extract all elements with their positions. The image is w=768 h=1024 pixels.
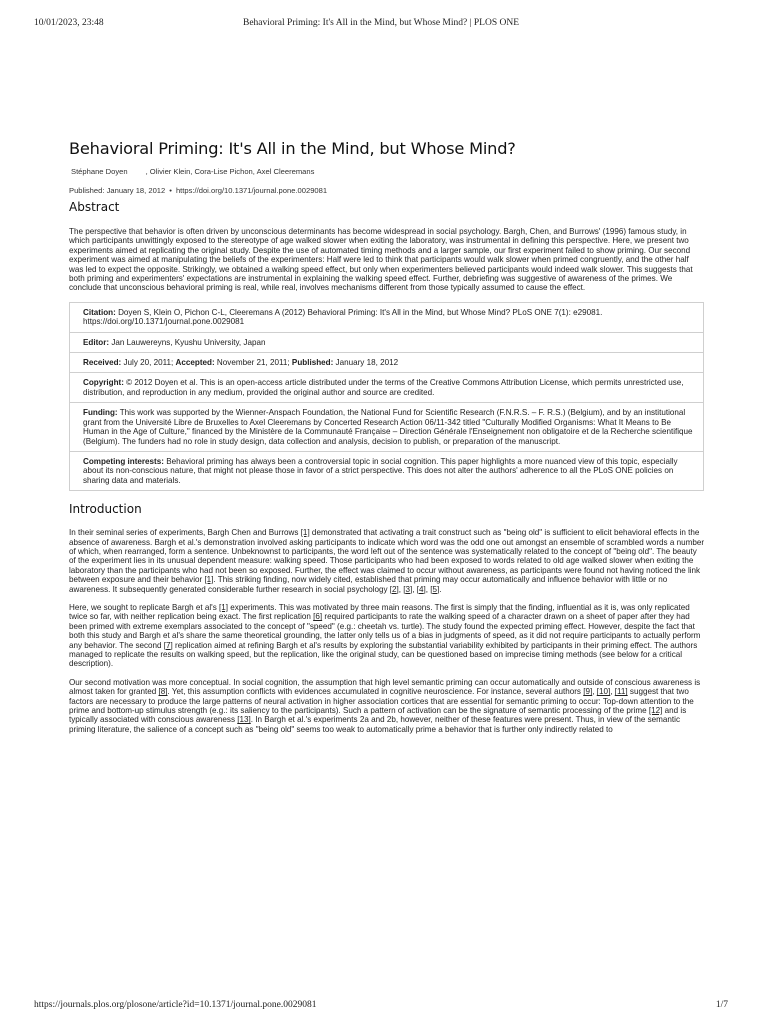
print-url: https://journals.plos.org/plosone/article?id=10.1371/journal.pone.0029081 (34, 1000, 317, 1010)
text-span: , (398, 584, 404, 594)
print-page-number: 1/7 (715, 1000, 728, 1010)
competing-label: Competing interests: (83, 456, 164, 466)
article-title: Behavioral Priming: It's All in the Mind, but Whose Mind? (69, 139, 516, 158)
editor-row (70, 332, 703, 352)
copyright-label: Copyright: (83, 378, 124, 388)
accepted-label: Accepted: (175, 358, 215, 368)
published-label: Published: (291, 358, 334, 368)
intro-paragraph-3 (69, 678, 704, 734)
text-span: . Yet, this assumption conflicts with evidences accumulated in cognitive neuroscience. For instance, several authors (167, 687, 584, 697)
print-datetime: 10/01/2023, 23:48 (34, 18, 104, 28)
citation-text: Doyen S, Klein O, Pichon C-L, Cleeremans A (2012) Behavioral Priming: It's All in the Mind, but Whose Mind? PLoS ONE 7(1): e29081. https://doi.org/10.1371/journal.pone.0029081 (83, 307, 603, 327)
text-span: , (610, 687, 615, 697)
copyright-row (70, 372, 703, 402)
article-info-box (69, 302, 704, 491)
citation-row (70, 303, 703, 332)
author-link[interactable]: Stéphane Doyen (71, 167, 128, 176)
funding-text: This work was supported by the Wienner-Anspach Foundation, the National Fund for Scientific Research (F.N.R.S. – F. R.S.) (Belgium), and by an institutional grant from the Université Libre de Bruxelles to Axel Cleeremans by Concerted Research Action 06/11-342 titled "Culturally Modified Organisms: What It Means to Be Human in the Age of Culture," financed by the Ministère de la Communauté Française – Direction Générale l'Enseignement non obligatoire et de la Recherche scientifique (Belgium). The funders had no role in study design, data collection and analysis, decision to publish, or preparation of the manuscript. (83, 408, 693, 446)
received-label: Received: (83, 358, 122, 368)
text-span: In their seminal series of experiments, Bargh Chen and Burrows (69, 528, 301, 538)
accepted-text: November 21, 2011; (214, 358, 292, 368)
competing-text: Behavioral priming has always been a controversial topic in social cognition. This paper highlights a more nuanced view of this topic, especially about its non-conscious nature, that might not please those in favor of a strict perspective. This does not alter the authors' adherence to all the PLoS ONE policies on sharing data and materials. (83, 456, 678, 485)
published-text: January 18, 2012 (333, 358, 399, 368)
text-span: Our second motivation was more conceptual. In social cognition, the assumption that high level semantic priming can occur automatically and outside of conscious awareness is almost taken for granted (69, 677, 701, 697)
abstract-text: The perspective that behavior is often driven by unconscious determinants has become widespread in social psychology. Bargh, Chen, and Burrows' (1996) famous study, in which participants unwittingly exposed to the stereotype of age walked slower when exiting the laboratory, was instrumental in defining this perspective. Here, we present two experiments aimed at replicating the original study. Despite the use of automated timing methods and a larger sample, our first experiment failed to show priming. Our second experiment was aimed at manipulating the beliefs of the experimenters: Half were led to think that participants would walk slower when primed congruently, and the other half was led to expect the opposite. Strikingly, we obtained a walking speed effect, but only when experimenters believed participants would indeed walk slower. This suggests that both priming and experimenters' expectations are instrumental in explaining the walking speed effect. Further, debriefing was suggestive of awareness of the primes. We conclude that unconscious behavioral priming is real, while real, involves mechanisms different from those typically assumed to cause the effect. (69, 227, 693, 293)
reference-link[interactable]: [5] (430, 584, 440, 594)
dates-row (70, 352, 703, 372)
print-header (34, 18, 728, 28)
text-span: , (425, 584, 431, 594)
text-span: , (592, 687, 597, 697)
reference-link[interactable]: [8] (158, 687, 168, 697)
text-span: demonstrated that activating a trait construct such as "being old" is sufficient to elicit behavioral effects in the absence of awareness. Bargh et al.'s demonstration involved asking participants to indicate which word was the odd one out amongst an ensemble of scrambled words a number of which, when rearranged, form a sentence. Unbeknownst to participants, the word left out of the sentence was systematically related to the concept of "being old". The beauty of the experiment lies in its unusual dependent measure: walking speed. Those participants who had been exposed to words related to old age walked slower when exiting the laboratory than the participants who had not been so exposed. Further, the effect was claimed to occur without awareness, as participants were found not having noticed the link between exposure and their behavior (69, 528, 705, 585)
reference-link[interactable]: [11] (614, 687, 628, 697)
text-span: suggest that two factors are necessary to produce the large patterns of neural activation in higher association cortices that are essential for semantic priming to occur: Top-down attention to the prime and bottom-up stimulus strength (e.g.: its saliency to the participants). Such a pattern of activation can be the signature of semantic processing of the prime (69, 687, 694, 716)
reference-link[interactable]: [3] (403, 584, 413, 594)
text-span: and is typically associated with conscious awareness (69, 706, 687, 725)
reference-link[interactable]: [2] (389, 584, 399, 594)
editor-label: Editor: (83, 337, 110, 347)
reference-link[interactable]: [10] (596, 687, 611, 697)
text-span: experiments. This was motivated by three main reasons. The first is simply that the finding, influential as it is, was only replicated twice so far, with neither replication being exact. The first replication (69, 602, 690, 622)
text-span: . In Bargh et al.'s experiments 2a and 2b, however, neither of these features were present. Thus, in view of the semantic priming literature, the salience of a concept such as "being old" seems too weak to automatically prime a behavior that is further only indirectly related to (69, 715, 681, 734)
text-span: . (439, 584, 442, 594)
editor-text: Jan Lauwereyns, Kyushu University, Japan (109, 337, 266, 347)
text-span: Here, we sought to replicate Bargh et al's (69, 602, 220, 612)
print-page-title: Behavioral Priming: It's All in the Mind, but Whose Mind? | PLOS ONE (242, 18, 520, 28)
doi-link[interactable]: https://doi.org/10.1371/journal.pone.0029081 (175, 186, 328, 195)
reference-link[interactable]: [1] (300, 528, 310, 538)
reference-link[interactable]: [12] (648, 706, 663, 716)
intro-paragraph-2 (69, 603, 704, 669)
reference-link[interactable]: [13] (237, 715, 251, 725)
bullet-separator: • (169, 186, 172, 195)
introduction-heading: Introduction (69, 502, 142, 517)
author-list-rest: , Olivier Klein, Cora-Lise Pichon, Axel Cleeremans (145, 167, 315, 176)
received-text: July 20, 2011; (121, 358, 176, 368)
reference-link[interactable]: [6] (313, 612, 323, 622)
text-span: required participants to rate the walking speed of a character drawn on a sheet of paper after they had been primed with extreme exemplars associated to the concept of "speed" (e.g.: cheetah vs. turtle). The study found the expected priming effect. However, despite the fact that both this study and Bargh et al's share the same theoretical grounding, the latter only tells us of a bias in judgments of speed, as it did not require participants to actually perform any behavior. The second (69, 612, 701, 650)
published-date: Published: January 18, 2012 (69, 186, 166, 195)
funding-row (70, 402, 703, 451)
citation-label: Citation: (83, 307, 116, 317)
competing-interests-row (70, 451, 703, 490)
abstract-heading: Abstract (69, 200, 120, 214)
reference-link[interactable]: [1] (219, 602, 229, 612)
copyright-text: © 2012 Doyen et al. This is an open-access article distributed under the terms of the Creative Commons Attribution License, which permits unrestricted use, distribution, and reproduction in any medium, provided the original author and source are credited. (83, 378, 684, 397)
publication-line (69, 186, 704, 195)
text-span: replication aimed at refining Bargh et al's results by exploring the substantial variability exhibited by participants in their priming effect. The authors managed to replicate the results on walking speed, but the replication, like the original study, can be questioned based on imprecise timing methods (see below for a critical description). (69, 640, 698, 669)
article-content (69, 139, 704, 734)
print-footer (34, 1000, 728, 1010)
reference-link[interactable]: [4] (416, 584, 426, 594)
reference-link[interactable]: [7] (163, 640, 173, 650)
text-span: . This striking finding, now widely cited, established that priming may occur automatically and influence behavior with little or no awareness. It subsequently generated considerable further research in social psychology (69, 575, 668, 594)
funding-label: Funding: (83, 408, 118, 418)
text-span: , (412, 584, 417, 594)
reference-link[interactable]: [9] (583, 687, 593, 697)
intro-paragraph-1 (69, 528, 704, 594)
reference-link[interactable]: [1] (204, 575, 214, 585)
author-list (71, 167, 704, 176)
